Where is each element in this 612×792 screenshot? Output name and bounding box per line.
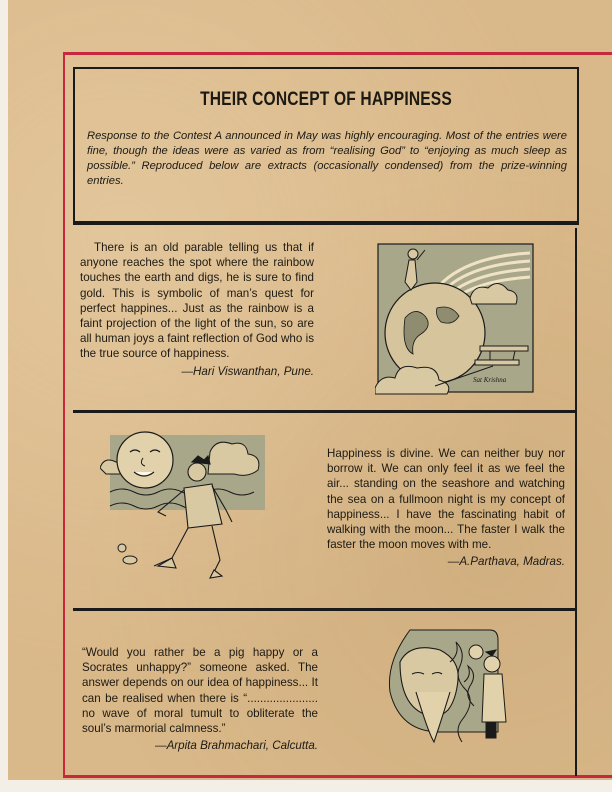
entry-1-author: —Hari Viswanthan, Pune. <box>181 364 314 378</box>
entry-1 <box>80 240 314 379</box>
section-rule-1 <box>73 410 575 413</box>
article-title: THEIR CONCEPT OF HAPPINESS <box>200 89 452 110</box>
moon-walker-illustration <box>100 430 270 590</box>
socrates-illustration <box>380 622 520 752</box>
seashell-icon <box>118 544 137 564</box>
globe-rainbow-illustration <box>375 238 535 398</box>
entry-2-author: —A.Parthava, Madras. <box>447 555 565 569</box>
artist-signature: Sat Krishna <box>473 376 507 384</box>
page-bottom-margin <box>0 780 612 792</box>
entry-3-author: —Arpita Brahmachari, Calcutta. <box>154 739 318 753</box>
entry-2-text: Happiness is divine. We can neither buy nor borrow it. We can only feel it as we feel the air... standing on the seashore and watching the sea on a fullmoon night is my concept of happiness... I have the fascinating habit of walking with the moon... The faster I walk the faster the moon moves with me. <box>327 447 565 552</box>
smiling-moon-icon <box>117 432 173 488</box>
article-intro: Response to the Contest A announced in May was highly encouraging. Most of the entries were fine, though the ideas were as varied as from “realising God” to “enjoying as much sleep as possible.” Reproduced below are extracts (occasionally condensed) from the prize-winning entries. <box>87 130 567 187</box>
header-box <box>73 67 579 225</box>
entry-1-text: There is an old parable telling us that if anyone reaches the spot where the rainbow touches the earth and digs, he is sure to find gold. This is symbolic of man’s quest for perfect happines... Just as the rainbow is a faint projection of the light of the sun, so are all human joys a faint reflection of God who is the true source of happiness. <box>80 241 314 361</box>
entry-3-text: “Would you rather be a pig happy or a Socrates unhappy?” someone asked. The answer depends on our idea of happiness... It can be realised when there is “...................... no wave of moral tumult to obliterate the soul’s marmorial calmness.” <box>82 646 318 736</box>
entry-2 <box>327 446 565 570</box>
section-rule-2 <box>73 608 575 611</box>
entry-3 <box>82 645 318 753</box>
column-rule-right <box>575 228 577 776</box>
page-left-margin <box>0 0 8 792</box>
